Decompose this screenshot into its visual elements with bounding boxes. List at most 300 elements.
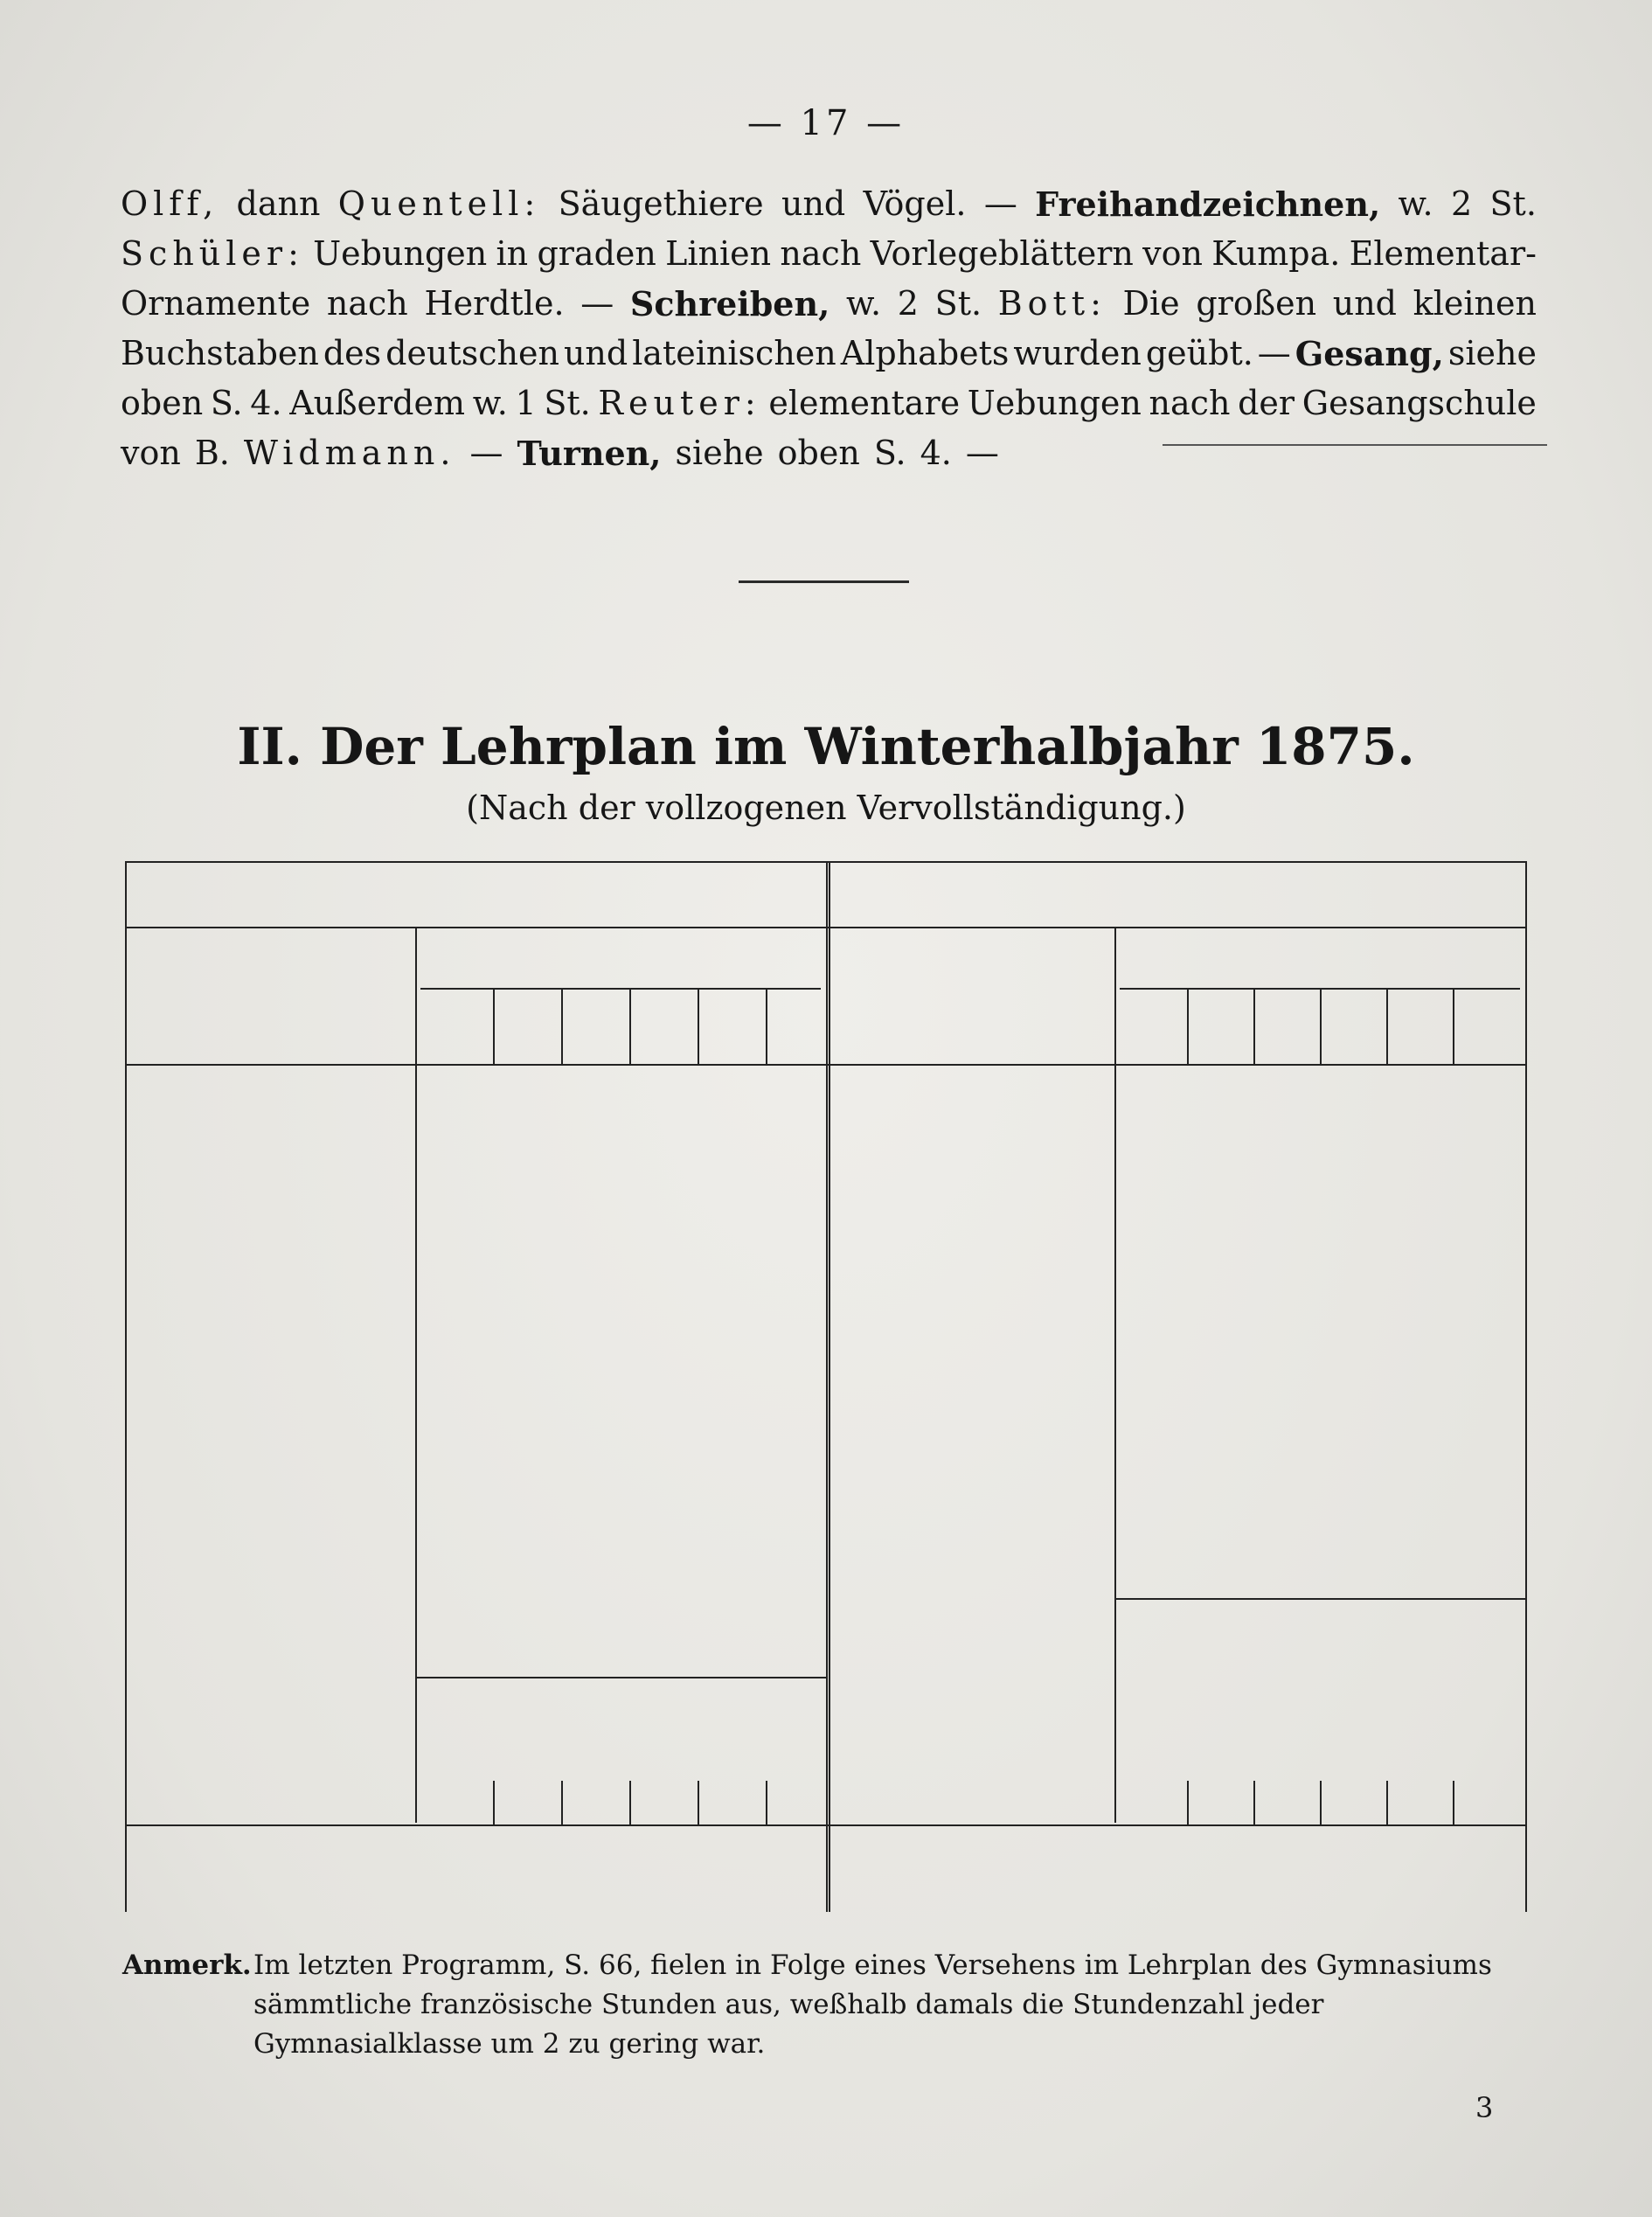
hours-cell bbox=[1385, 1317, 1454, 1357]
hours-cell bbox=[697, 1435, 767, 1475]
intro-word: B. bbox=[194, 434, 230, 472]
intro-word: nach bbox=[780, 234, 862, 273]
hours-cell bbox=[697, 1553, 767, 1593]
hours-cell bbox=[1318, 1081, 1388, 1121]
hours-cell bbox=[492, 1475, 562, 1514]
hours-cell bbox=[1451, 1435, 1521, 1475]
intro-word: 4. bbox=[920, 434, 952, 472]
hours-cell bbox=[1451, 1475, 1521, 1514]
subject-name bbox=[137, 1239, 399, 1278]
hours-cell bbox=[1318, 1317, 1388, 1357]
hours-cell bbox=[628, 1435, 698, 1475]
hours-cell bbox=[424, 1160, 494, 1199]
intro-line bbox=[121, 179, 1537, 229]
hours-cell bbox=[1185, 1357, 1255, 1396]
hours-cell bbox=[560, 1239, 630, 1278]
hours-cell bbox=[1451, 1317, 1521, 1357]
hours-cell bbox=[697, 1514, 767, 1553]
intro-word: — bbox=[469, 434, 503, 472]
hours-cell bbox=[697, 1239, 767, 1278]
hours-cell bbox=[765, 1593, 835, 1632]
hours-cell bbox=[1252, 1357, 1322, 1396]
subject-name bbox=[137, 1278, 399, 1317]
hours-cell bbox=[424, 1632, 494, 1671]
section-heading: II. Der Lehrplan im Winterhalbjahr 1875. bbox=[237, 717, 1415, 776]
hours-cell bbox=[765, 1081, 835, 1121]
total-cell-rule bbox=[561, 1781, 563, 1824]
subject-name bbox=[836, 1475, 1099, 1514]
class-column-rule bbox=[561, 990, 563, 1064]
hours-cell bbox=[628, 1121, 698, 1160]
intro-word: Schüler: bbox=[121, 234, 304, 273]
hours-cell bbox=[1451, 1081, 1521, 1121]
intro-line bbox=[121, 329, 1537, 379]
intro-word: deutschen bbox=[385, 334, 559, 372]
total-cell-rule bbox=[1253, 1781, 1255, 1824]
intro-word: Linien bbox=[665, 234, 772, 273]
hours-cell bbox=[560, 1317, 630, 1357]
subject-column-rule bbox=[1114, 927, 1116, 1823]
subject-name bbox=[836, 1357, 1099, 1396]
hours-cell bbox=[1119, 1199, 1189, 1239]
intro-word: St. bbox=[934, 284, 982, 323]
note-rule bbox=[127, 1824, 1525, 1826]
hours-cell bbox=[1451, 1396, 1521, 1435]
hours-cell bbox=[1451, 1160, 1521, 1199]
hours-cell bbox=[1385, 1121, 1454, 1160]
hours-cell bbox=[1119, 1553, 1189, 1593]
hours-cell bbox=[1185, 1435, 1255, 1475]
hours-cell bbox=[1385, 1475, 1454, 1514]
intro-word: und bbox=[781, 184, 846, 223]
hours-cell bbox=[1185, 1121, 1255, 1160]
remark-label: Anmerk. bbox=[122, 1949, 252, 1981]
total-cell-rule bbox=[766, 1781, 767, 1824]
hours-cell bbox=[1451, 1199, 1521, 1239]
class-column-rule bbox=[1453, 990, 1454, 1064]
intro-word: w. bbox=[472, 384, 508, 422]
hours-cell bbox=[1119, 1160, 1189, 1199]
subject-name bbox=[836, 1239, 1099, 1278]
leader-dots bbox=[378, 1239, 415, 1278]
hours-cell bbox=[560, 1199, 630, 1239]
hours-cell bbox=[1385, 1553, 1454, 1593]
subject-name bbox=[137, 1435, 399, 1475]
hours-cell bbox=[628, 1514, 698, 1553]
hours-cell bbox=[628, 1396, 698, 1435]
leader-dots bbox=[1077, 1160, 1114, 1199]
intro-paragraph bbox=[121, 179, 1537, 478]
intro-word: Freihandzeichnen, bbox=[1035, 184, 1381, 224]
intro-word: — bbox=[1257, 334, 1291, 372]
leader-dots bbox=[1058, 1514, 1114, 1553]
intro-word: Ornamente bbox=[121, 284, 311, 323]
intro-word: und bbox=[563, 334, 628, 372]
leader-dots bbox=[378, 1475, 415, 1514]
hours-cell bbox=[765, 1199, 835, 1239]
intro-word: wurden bbox=[1013, 334, 1142, 372]
hours-cell bbox=[765, 1553, 835, 1593]
hours-cell bbox=[1185, 1317, 1255, 1357]
intro-word: großen bbox=[1196, 284, 1317, 323]
hours-cell bbox=[492, 1553, 562, 1593]
hours-cell bbox=[765, 1317, 835, 1357]
hours-cell bbox=[628, 1357, 698, 1396]
subject-name bbox=[137, 1317, 399, 1357]
intro-word: in bbox=[496, 234, 529, 273]
hours-cell bbox=[560, 1593, 630, 1632]
hours-cell bbox=[560, 1514, 630, 1553]
intro-line bbox=[121, 229, 1537, 279]
intro-word: — bbox=[983, 184, 1017, 223]
intro-word: des bbox=[323, 334, 382, 372]
leader-dots bbox=[1058, 1278, 1114, 1317]
subject-name bbox=[137, 1475, 399, 1514]
subject-name bbox=[137, 1357, 399, 1396]
hours-cell bbox=[697, 1278, 767, 1317]
hours-cell bbox=[424, 1514, 494, 1553]
hours-cell bbox=[1318, 1239, 1388, 1278]
intro-word: S. bbox=[210, 384, 243, 422]
hours-cell bbox=[697, 1121, 767, 1160]
leader-dots bbox=[1058, 1199, 1114, 1239]
hours-cell bbox=[1385, 1396, 1454, 1435]
intro-word: Herdtle. bbox=[424, 284, 565, 323]
hours-cell bbox=[1318, 1121, 1388, 1160]
hours-cell bbox=[560, 1632, 630, 1671]
hours-cell bbox=[1252, 1396, 1322, 1435]
hours-cell bbox=[492, 1278, 562, 1317]
hours-cell bbox=[560, 1160, 630, 1199]
intro-word: Gesang, bbox=[1295, 334, 1444, 373]
hours-cell bbox=[560, 1278, 630, 1317]
intro-word: w. bbox=[846, 284, 882, 323]
hours-cell bbox=[1119, 1435, 1189, 1475]
leader-dots bbox=[358, 1160, 415, 1199]
intro-word: Buchstaben bbox=[121, 334, 319, 372]
hours-cell bbox=[492, 1357, 562, 1396]
leader-dots bbox=[358, 1593, 415, 1632]
class-column-rule bbox=[1187, 990, 1189, 1064]
hours-cell bbox=[697, 1632, 767, 1671]
hours-cell bbox=[1252, 1475, 1322, 1514]
hours-cell bbox=[1252, 1239, 1322, 1278]
leader-dots bbox=[358, 1396, 415, 1435]
hours-cell bbox=[424, 1553, 494, 1593]
hours-cell bbox=[492, 1081, 562, 1121]
total-rule bbox=[415, 1677, 826, 1678]
leader-dots bbox=[1077, 1396, 1114, 1435]
intro-word: St. bbox=[1489, 184, 1537, 223]
hours-cell bbox=[628, 1317, 698, 1357]
intro-word: nach bbox=[1149, 384, 1231, 422]
hours-cell bbox=[1318, 1160, 1388, 1199]
hours-cell bbox=[765, 1239, 835, 1278]
klassen-rule bbox=[420, 988, 821, 990]
hours-cell bbox=[1318, 1357, 1388, 1396]
hours-cell bbox=[1119, 1475, 1189, 1514]
intro-word: Reuter: bbox=[598, 384, 761, 422]
leader-dots bbox=[1096, 1081, 1114, 1121]
leader-dots bbox=[358, 1121, 415, 1160]
intro-word: von bbox=[1142, 234, 1203, 273]
hours-cell bbox=[424, 1396, 494, 1435]
hours-cell bbox=[1185, 1278, 1255, 1317]
class-column-rule bbox=[1253, 990, 1255, 1064]
intro-word: Uebungen bbox=[967, 384, 1142, 422]
hours-cell bbox=[697, 1593, 767, 1632]
subject-name bbox=[836, 1081, 1099, 1121]
hours-cell bbox=[492, 1632, 562, 1671]
intro-line bbox=[121, 428, 1537, 478]
hours-cell bbox=[697, 1317, 767, 1357]
hours-cell bbox=[560, 1121, 630, 1160]
intro-word: Vorlegeblättern bbox=[870, 234, 1134, 273]
total-rule bbox=[1114, 1598, 1525, 1600]
leader-dots bbox=[1077, 1317, 1114, 1357]
hours-cell bbox=[1451, 1553, 1521, 1593]
page-number: — 17 — bbox=[746, 103, 906, 143]
hours-cell bbox=[424, 1278, 494, 1317]
hours-cell bbox=[697, 1081, 767, 1121]
intro-word: lateinischen bbox=[632, 334, 836, 372]
header-rule bbox=[127, 927, 1525, 928]
subject-name bbox=[137, 1081, 399, 1121]
hours-cell bbox=[697, 1396, 767, 1435]
hours-cell bbox=[492, 1514, 562, 1553]
hours-cell bbox=[697, 1160, 767, 1199]
hours-cell bbox=[424, 1239, 494, 1278]
hours-cell bbox=[1252, 1160, 1322, 1199]
section-divider bbox=[739, 580, 909, 583]
intro-word: dann bbox=[236, 184, 321, 223]
intro-word: Elementar- bbox=[1349, 234, 1537, 273]
hours-cell bbox=[424, 1121, 494, 1160]
hours-cell bbox=[1318, 1475, 1388, 1514]
intro-word: 4. bbox=[250, 384, 282, 422]
leader-dots bbox=[378, 1514, 415, 1553]
hours-cell bbox=[1252, 1081, 1322, 1121]
hours-cell bbox=[424, 1435, 494, 1475]
intro-word: und bbox=[1332, 284, 1397, 323]
hours-cell bbox=[1318, 1514, 1388, 1553]
leader-dots bbox=[397, 1081, 415, 1121]
remark-text: Im letzten Programm, S. 66, fielen in Folge eines Versehens im Lehrplan des Gymnasiums sämmtliche französische Stunden aus, weßhalb damals die Stundenzahl jeder Gymnasialklasse um 2 zu gering war. bbox=[253, 1949, 1492, 2060]
subject-column-rule bbox=[415, 927, 417, 1823]
leader-dots bbox=[358, 1553, 415, 1593]
intro-word: S. bbox=[873, 434, 906, 472]
hours-cell bbox=[1252, 1317, 1322, 1357]
hours-cell bbox=[697, 1475, 767, 1514]
hours-cell bbox=[765, 1278, 835, 1317]
subject-name bbox=[836, 1396, 1099, 1435]
hours-cell bbox=[1385, 1160, 1454, 1199]
hours-cell bbox=[765, 1396, 835, 1435]
intro-line bbox=[121, 279, 1537, 329]
hours-cell bbox=[1119, 1317, 1189, 1357]
hours-cell bbox=[1119, 1357, 1189, 1396]
class-column-rule bbox=[1386, 990, 1388, 1064]
leader-dots bbox=[358, 1199, 415, 1239]
hours-cell bbox=[1451, 1514, 1521, 1553]
total-cell-rule bbox=[1320, 1781, 1322, 1824]
hours-cell bbox=[765, 1514, 835, 1553]
total-cell-rule bbox=[1453, 1781, 1454, 1824]
hours-cell bbox=[628, 1199, 698, 1239]
hours-cell bbox=[1385, 1199, 1454, 1239]
hours-cell bbox=[1252, 1553, 1322, 1593]
hours-cell bbox=[1385, 1278, 1454, 1317]
leader-dots bbox=[378, 1435, 415, 1475]
hours-cell bbox=[1318, 1278, 1388, 1317]
hours-cell bbox=[1119, 1081, 1189, 1121]
hours-cell bbox=[1385, 1081, 1454, 1121]
hours-cell bbox=[628, 1475, 698, 1514]
intro-word: elementare bbox=[768, 384, 961, 422]
intro-word: Uebungen bbox=[313, 234, 488, 273]
hours-cell bbox=[1385, 1357, 1454, 1396]
hours-cell bbox=[492, 1121, 562, 1160]
curriculum-table bbox=[125, 861, 1527, 1912]
hours-cell bbox=[1185, 1396, 1255, 1435]
hours-cell bbox=[765, 1475, 835, 1514]
hours-cell bbox=[492, 1593, 562, 1632]
hours-cell bbox=[1185, 1160, 1255, 1199]
subject-name bbox=[137, 1514, 399, 1553]
hours-cell bbox=[560, 1435, 630, 1475]
hours-cell bbox=[560, 1475, 630, 1514]
hours-cell bbox=[1451, 1357, 1521, 1396]
hours-cell bbox=[1119, 1396, 1189, 1435]
hours-cell bbox=[492, 1396, 562, 1435]
hours-cell bbox=[628, 1553, 698, 1593]
hours-cell bbox=[628, 1593, 698, 1632]
total-cell-rule bbox=[629, 1781, 631, 1824]
hours-cell bbox=[492, 1160, 562, 1199]
class-column-rule bbox=[493, 990, 495, 1064]
hours-cell bbox=[1451, 1239, 1521, 1278]
hours-cell bbox=[1252, 1121, 1322, 1160]
hours-cell bbox=[1119, 1121, 1189, 1160]
leader-dots bbox=[1077, 1357, 1114, 1396]
hours-cell bbox=[424, 1357, 494, 1396]
hours-cell bbox=[1119, 1278, 1189, 1317]
section-subheading: (Nach der vollzogenen Vervollständigung.) bbox=[466, 789, 1186, 827]
hours-cell bbox=[424, 1593, 494, 1632]
hours-cell bbox=[1252, 1514, 1322, 1553]
hours-cell bbox=[1185, 1199, 1255, 1239]
intro-word: der bbox=[1238, 384, 1295, 422]
intro-word: Olff, bbox=[121, 184, 219, 223]
intro-word: oben bbox=[777, 434, 860, 472]
class-column-rule bbox=[766, 990, 767, 1064]
hours-cell bbox=[1119, 1239, 1189, 1278]
intro-word: Schreiben, bbox=[629, 284, 830, 323]
class-column-rule bbox=[698, 990, 699, 1064]
hours-cell bbox=[1318, 1199, 1388, 1239]
class-column-rule bbox=[629, 990, 631, 1064]
intro-word: graden bbox=[537, 234, 656, 273]
intro-word: siehe bbox=[1447, 334, 1537, 372]
intro-word: Widmann. bbox=[243, 434, 456, 472]
hours-cell bbox=[1451, 1121, 1521, 1160]
hours-cell bbox=[1252, 1435, 1322, 1475]
hours-cell bbox=[1318, 1396, 1388, 1435]
hours-cell bbox=[765, 1632, 835, 1671]
hours-cell bbox=[1252, 1278, 1322, 1317]
intro-word: 2 bbox=[897, 284, 919, 323]
hours-cell bbox=[560, 1396, 630, 1435]
hours-cell bbox=[1185, 1475, 1255, 1514]
intro-line bbox=[121, 379, 1537, 428]
intro-word: Quentell: bbox=[337, 184, 541, 223]
hours-cell bbox=[1385, 1435, 1454, 1475]
intro-word: kleinen bbox=[1413, 284, 1537, 323]
hours-cell bbox=[424, 1475, 494, 1514]
hours-cell bbox=[492, 1317, 562, 1357]
header-rule bbox=[127, 1064, 1525, 1066]
hours-cell bbox=[1185, 1081, 1255, 1121]
total-cell-rule bbox=[698, 1781, 699, 1824]
signature-number: 3 bbox=[1475, 2091, 1494, 2124]
hours-cell bbox=[628, 1160, 698, 1199]
hours-cell bbox=[697, 1357, 767, 1396]
leader-dots bbox=[1058, 1553, 1114, 1593]
hours-cell bbox=[492, 1239, 562, 1278]
hours-cell bbox=[1385, 1514, 1454, 1553]
intro-word: von bbox=[121, 434, 181, 472]
intro-word: oben bbox=[121, 384, 204, 422]
intro-word: Außerdem bbox=[289, 384, 466, 422]
hours-cell bbox=[492, 1199, 562, 1239]
hours-cell bbox=[765, 1121, 835, 1160]
intro-word: Kumpa. bbox=[1211, 234, 1341, 273]
hours-cell bbox=[1185, 1514, 1255, 1553]
hours-cell bbox=[1318, 1553, 1388, 1593]
total-cell-rule bbox=[1187, 1781, 1189, 1824]
total-cell-rule bbox=[1386, 1781, 1388, 1824]
hours-cell bbox=[1185, 1553, 1255, 1593]
hours-cell bbox=[628, 1081, 698, 1121]
hours-cell bbox=[560, 1357, 630, 1396]
hours-cell bbox=[628, 1278, 698, 1317]
hours-cell bbox=[1119, 1514, 1189, 1553]
intro-word: 1 bbox=[515, 384, 537, 422]
intro-word: — bbox=[965, 434, 999, 472]
leader-dots bbox=[358, 1632, 415, 1671]
class-column-rule bbox=[1320, 990, 1322, 1064]
hours-cell bbox=[1385, 1239, 1454, 1278]
hours-cell bbox=[765, 1435, 835, 1475]
intro-word: siehe bbox=[675, 434, 764, 472]
intro-word: 2 bbox=[1450, 184, 1473, 223]
hours-cell bbox=[424, 1081, 494, 1121]
intro-word: St. bbox=[544, 384, 591, 422]
hours-cell bbox=[765, 1357, 835, 1396]
hours-cell bbox=[628, 1239, 698, 1278]
hours-cell bbox=[492, 1435, 562, 1475]
hours-cell bbox=[628, 1632, 698, 1671]
subject-name bbox=[836, 1435, 1099, 1475]
hours-cell bbox=[1451, 1278, 1521, 1317]
intro-word: Gesangschule bbox=[1301, 384, 1537, 422]
subject-name bbox=[836, 1317, 1099, 1357]
subject-name bbox=[836, 1160, 1099, 1199]
hours-cell bbox=[697, 1199, 767, 1239]
hours-cell bbox=[765, 1160, 835, 1199]
hours-cell bbox=[424, 1199, 494, 1239]
intro-word: Vögel. bbox=[863, 184, 967, 223]
